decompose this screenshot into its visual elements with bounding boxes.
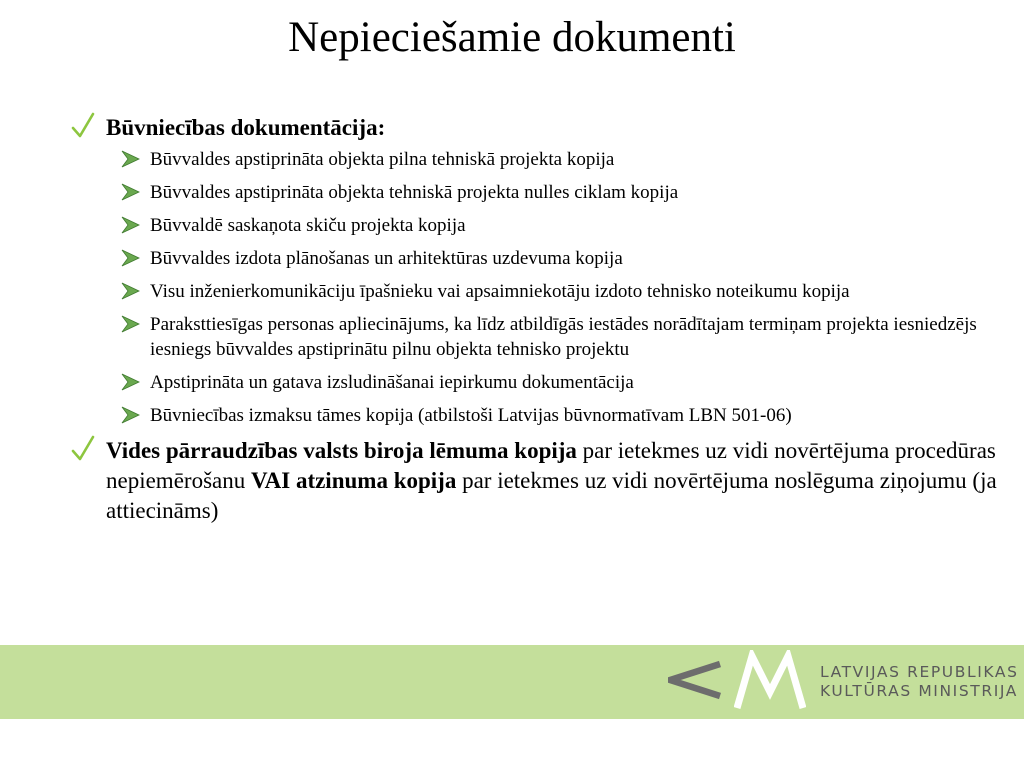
list-item bbox=[120, 147, 1000, 172]
arrowhead-icon bbox=[120, 183, 140, 201]
ministry-m-logo-icon bbox=[734, 650, 806, 712]
list-item bbox=[120, 370, 1000, 395]
arrowhead-icon bbox=[120, 282, 140, 300]
list-item bbox=[120, 403, 1000, 428]
section-construction-docs bbox=[70, 113, 1000, 428]
list-item-text: Būvniecības izmaksu tāmes kopija (atbilstoši Latvijas būvnormatīvam LBN 501-06) bbox=[150, 405, 792, 426]
construction-docs-list bbox=[120, 147, 1000, 428]
arrowhead-icon bbox=[120, 373, 140, 391]
slide-title: Nepieciešamie dokumenti bbox=[288, 14, 736, 61]
list-item-text: Būvvaldes izdota plānošanas un arhitektūras uzdevuma kopija bbox=[150, 248, 623, 269]
env-decision-bold: Vides pārraudzības valsts biroja lēmuma kopija bbox=[106, 438, 577, 463]
env-opinion-bold: VAI atzinuma kopija bbox=[250, 468, 457, 493]
list-item-text: Apstiprināta un gatava izsludināšanai iepirkumu dokumentācija bbox=[150, 372, 634, 393]
list-item-text: Būvvaldes apstiprināta objekta tehniskā projekta nulles ciklam kopija bbox=[150, 182, 679, 203]
list-item bbox=[120, 246, 1000, 271]
list-item-text: Paraksttiesīgas personas apliecinājums, ka līdz atbildīgās iestādes norādītajam termiņam projekta iesniedzējs iesniegs būvvaldes apstiprinātu pilnu objekta tehnisko projektu bbox=[150, 314, 977, 360]
arrowhead-icon bbox=[120, 249, 140, 267]
list-item bbox=[120, 180, 1000, 205]
ministry-logo-text bbox=[820, 663, 1019, 701]
arrowhead-icon bbox=[120, 406, 140, 424]
list-item bbox=[120, 279, 1000, 304]
slide-content bbox=[70, 113, 1000, 526]
logo-text-line1: LATVIJAS REPUBLIKAS bbox=[820, 663, 1019, 681]
env-decision-text: par ietekmes uz vidi novērtējuma procedūras nepiemērošanu bbox=[106, 438, 996, 493]
checkmark-icon bbox=[70, 111, 96, 141]
env-opinion-text: par ietekmes uz vidi novērtējuma noslēguma ziņojumu (ja attiecināms) bbox=[106, 468, 997, 523]
section-heading: Būvniecības dokumentācija: bbox=[106, 115, 386, 140]
section-environmental-decision bbox=[70, 436, 1000, 526]
list-item-text: Visu inženierkomunikāciju īpašnieku vai apsaimniekotāju izdoto tehnisko noteikumu kopija bbox=[150, 281, 850, 302]
arrowhead-icon bbox=[120, 150, 140, 168]
chevron-logo-icon bbox=[668, 660, 722, 700]
checkmark-icon bbox=[70, 434, 96, 464]
logo-text-line2: KULTŪRAS MINISTRIJA bbox=[820, 682, 1018, 700]
list-item-text: Būvvaldē saskaņota skiču projekta kopija bbox=[150, 215, 466, 236]
list-item bbox=[120, 312, 1000, 362]
list-item bbox=[120, 213, 1000, 238]
list-item-text: Būvvaldes apstiprināta objekta pilna tehniskā projekta kopija bbox=[150, 149, 615, 170]
arrowhead-icon bbox=[120, 216, 140, 234]
arrowhead-icon bbox=[120, 315, 140, 333]
